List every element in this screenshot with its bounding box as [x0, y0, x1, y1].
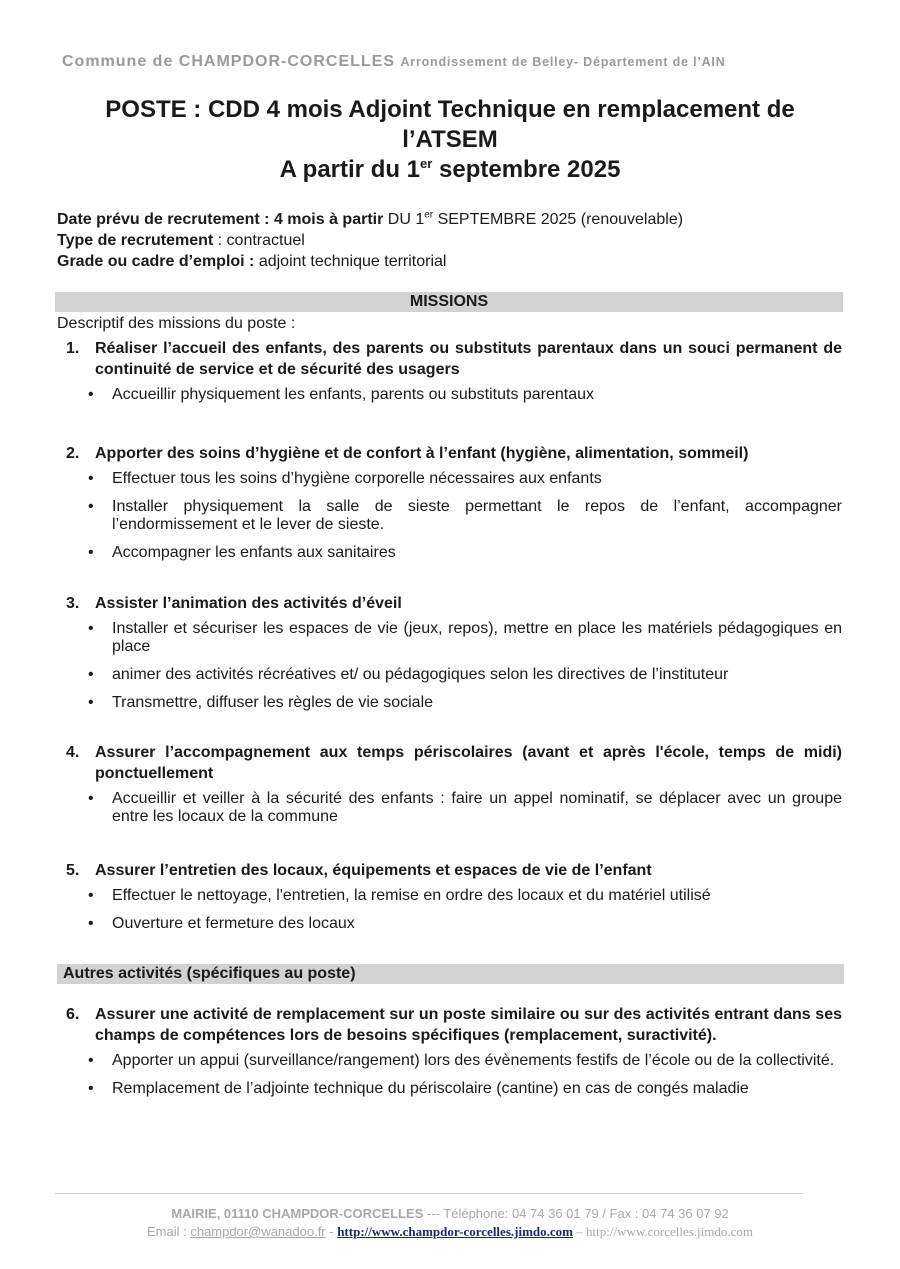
- mission-2: 2. Apporter des soins d’hygiène et de confort à l’enfant (hygiène, alimentation, sommeil) • Effectuer tous les soins d’hygiène corporelle nécessaires aux enfants • Installer physiquement la salle de sieste permettant le repos de l’enfant, accompagner l’endormissement et le lever de sieste. • Accompagner les enfants aux sanitaires: [66, 445, 842, 561]
- mission-4: 4. Assurer l’accompagnement aux temps périscolaires (avant et après l'école, temps de midi) ponctuellement • Accueillir et veiller à la sécurité des enfants : faire un appel nominatif, se déplacer avec un groupe entre les locaux de la commune: [66, 744, 842, 825]
- title-line-1: POSTE : CDD 4 mois Adjoint Technique en remplacement de: [105, 96, 795, 123]
- mission-title: Apporter des soins d’hygiène et de confort à l’enfant (hygiène, alimentation, sommeil): [95, 445, 749, 462]
- list-item: • Effectuer le nettoyage, l'entretien, la remise en ordre des locaux et du matériel utilisé: [88, 887, 711, 904]
- mission-title: Assister l’animation des activités d’éveil: [95, 595, 402, 612]
- recruitment-info: [57, 209, 683, 272]
- missions-heading: MISSIONS: [55, 292, 843, 312]
- list-item: • animer des activités récréatives et/ ou pédagogiques selon les directives de l’instituteur: [88, 666, 729, 683]
- recruitment-date: Date prévu de recrutement : 4 mois à partir DU 1er SEPTEMBRE 2025 (renouvelable): [57, 209, 684, 228]
- title-line-2: l’ATSEM: [402, 126, 498, 153]
- title-line-3: A partir du 1er septembre 2025: [279, 156, 621, 183]
- letterhead-commune: Commune de CHAMPDOR-CORCELLES: [62, 53, 396, 70]
- mission-title: Assurer l’entretien des locaux, équipements et espaces de vie de l’enfant: [95, 862, 652, 879]
- list-item: • Apporter un appui (surveillance/rangement) lors des évènements festifs de l’école ou de la collectivité.: [88, 1052, 835, 1069]
- email-link[interactable]: champdor@wanadoo.fr: [190, 1224, 326, 1239]
- mission-title: Assurer l’accompagnement aux temps périscolaires (avant et après l'école, temps de midi) ponctuellement: [95, 744, 842, 782]
- footer-contact: Email : champdor@wanadoo.fr - http://www.champdor-corcelles.jimdo.com – http://www.corcelles.jimdo.com: [146, 1224, 754, 1239]
- mission-title: Assurer une activité de remplacement sur un poste similaire ou sur des activités entrant dans ses champs de compétences lors de besoins spécifiques (remplacement, suractivité).: [95, 1006, 842, 1044]
- mission-5: 5. Assurer l’entretien des locaux, équipements et espaces de vie de l’enfant • Effectuer le nettoyage, l'entretien, la remise en ordre des locaux et du matériel utilisé • Ouverture et fermeture des locaux: [66, 860, 842, 943]
- website-link-2[interactable]: http://www.corcelles.jimdo.com: [585, 1224, 754, 1239]
- list-item: • Ouverture et fermeture des locaux: [88, 915, 355, 932]
- website-link-1[interactable]: http://www.champdor-corcelles.jimdo.com: [337, 1224, 573, 1239]
- mission-3: 3. Assister l’animation des activités d’éveil • Installer et sécuriser les espaces de vie (jeux, repos), mettre en place les matériels pédagogiques en place • animer des activités récréatives et/ ou pédagogiques selon les directives de l’instituteur • Transmettre, diffuser les règles de vie sociale: [66, 595, 842, 711]
- list-item: • Accompagner les enfants aux sanitaires: [88, 544, 396, 561]
- mission-1: 1. Réaliser l’accueil des enfants, des parents ou substituts parentaux dans un souci permanent de continuité de service et de sécurité des usagers • Accueillir physiquement les enfants, parents ou substituts parentaux: [66, 340, 842, 403]
- recruitment-type: Type de recrutement : contractuel: [57, 232, 305, 249]
- autres-activites-heading: Autres activités (spécifiques au poste): [57, 964, 844, 984]
- list-item: • Accueillir physiquement les enfants, parents ou substituts parentaux: [88, 386, 595, 403]
- missions-description: Descriptif des missions du poste :: [57, 315, 296, 332]
- document-title: [40, 95, 860, 185]
- list-item: • Installer et sécuriser les espaces de vie (jeux, repos), mettre en place les matériels pédagogiques en place: [88, 620, 842, 655]
- recruitment-grade: Grade ou cadre d’emploi : adjoint technique territorial: [57, 253, 447, 270]
- footer-divider: [55, 1193, 803, 1194]
- list-item: • Transmettre, diffuser les règles de vie sociale: [88, 694, 434, 711]
- footer-address: MAIRIE, 01110 CHAMPDOR-CORCELLES --- Téléphone: 04 74 36 01 79 / Fax : 04 74 36 07 92: [171, 1206, 729, 1221]
- mission-title: Réaliser l’accueil des enfants, des parents ou substituts parentaux dans un souci permanent de continuité de service et de sécurité des usagers: [95, 340, 842, 378]
- letterhead-arrondissement: Arrondissement de Belley- Département de l’AIN: [400, 55, 726, 69]
- list-item: • Effectuer tous les soins d’hygiène corporelle nécessaires aux enfants: [88, 470, 602, 487]
- list-item: • Remplacement de l’adjointe technique du périscolaire (cantine) en cas de congés maladie: [88, 1080, 749, 1097]
- letterhead: [62, 53, 842, 71]
- mission-6: 6. Assurer une activité de remplacement sur un poste similaire ou sur des activités entrant dans ses champs de compétences lors de besoins spécifiques (remplacement, suractivité). • Apporter un appui (surveillance/rangement) lors des évènements festifs de l’école ou de la collectivité. • Remplacement de l’adjointe technique du périscolaire (cantine) en cas de congés maladie: [66, 1006, 842, 1097]
- list-item: • Accueillir et veiller à la sécurité des enfants : faire un appel nominatif, se déplacer avec un groupe entre les locaux de la commune: [88, 790, 842, 825]
- list-item: • Installer physiquement la salle de sieste permettant le repos de l’enfant, accompagner l’endormissement et le lever de sieste.: [88, 498, 842, 533]
